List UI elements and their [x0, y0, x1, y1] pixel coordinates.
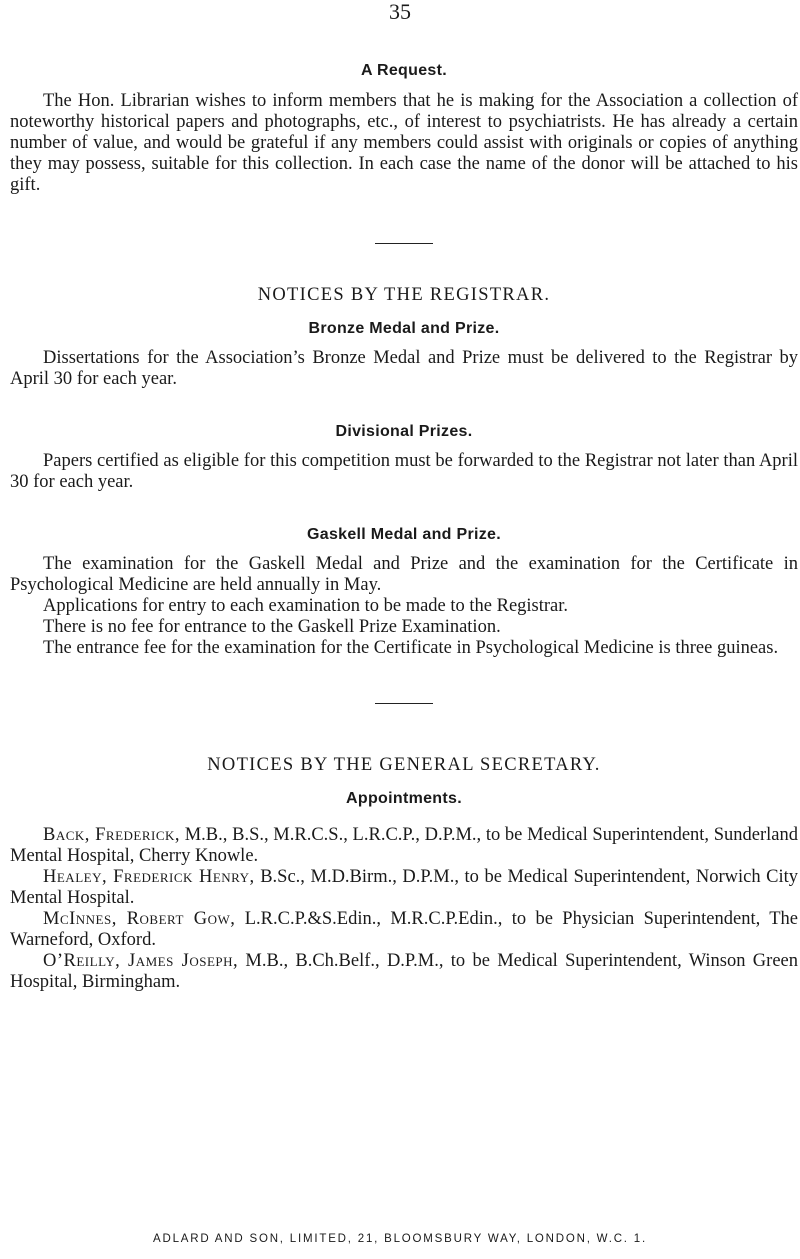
bronze-heading: Bronze Medal and Prize.	[308, 320, 500, 337]
appointment-details: B.Sc., M.D.Birm., D.P.M., to be Medical Superintendent, Norwich City Mental Hospital.	[10, 867, 799, 908]
bronze-paragraph: Dissertations for the Association’s Bronze Medal and Prize must be delivered to the Registrar by April 30 for each year.	[10, 348, 798, 389]
gaskell-paragraph: There is no fee for entrance to the Gaskell Prize Examination.	[43, 617, 501, 637]
request-heading: A Request.	[361, 62, 447, 79]
appointment-details: M.B., B.S., M.R.C.S., L.R.C.P., D.P.M., to be Medical Superintendent, Sunderland Mental Hospital, Cherry Knowle.	[10, 825, 799, 866]
appointee-name: O’Reilly, James Joseph,	[43, 951, 239, 971]
divider-rule	[10, 703, 798, 704]
registrar-heading: NOTICES BY THE REGISTRAR.	[257, 285, 551, 305]
appointment-details: M.B., B.Ch.Belf., D.P.M., to be Medical Superintendent, Winson Green Hospital, Birmingham.	[10, 951, 798, 992]
appointee-name: Back, Frederick,	[43, 825, 181, 845]
appointee-name: Healey, Frederick Henry,	[43, 867, 255, 887]
appointee-name: McInnes, Robert Gow,	[43, 909, 236, 929]
bronze-section	[10, 348, 798, 390]
appointments-list	[10, 825, 798, 993]
printer-imprint: ADLARD AND SON, LIMITED, 21, BLOOMSBURY WAY, LONDON, W.C. 1.	[153, 1233, 647, 1245]
gaskell-paragraph: The entrance fee for the examination for the Certificate in Psychological Medicine is three guineas.	[43, 638, 779, 658]
gaskell-section	[10, 554, 798, 659]
secretary-heading: NOTICES BY THE GENERAL SECRETARY.	[207, 755, 601, 775]
appointment-entry	[10, 867, 798, 909]
divisional-section	[10, 451, 798, 493]
divisional-paragraph: Papers certified as eligible for this competition must be forwarded to the Registrar not later than April 30 for each year.	[10, 451, 798, 492]
appointment-entry	[10, 909, 798, 951]
appointment-details: L.R.C.P.&S.Edin., M.R.C.P.Edin., to be Physician Superintendent, The Warneford, Oxford.	[10, 909, 799, 950]
request-section	[10, 91, 798, 196]
appointment-entry	[10, 951, 798, 993]
page-number: 35	[389, 0, 411, 24]
appointments-heading: Appointments.	[346, 790, 462, 807]
divisional-heading: Divisional Prizes.	[335, 423, 473, 440]
appointment-entry	[10, 825, 798, 867]
divider-rule	[10, 243, 798, 244]
gaskell-paragraph: The examination for the Gaskell Medal and Prize and the examination for the Certificate in Psychological Medicine are held annually in May.	[10, 554, 798, 595]
gaskell-paragraph: Applications for entry to each examination to be made to the Registrar.	[43, 596, 569, 616]
request-paragraph: The Hon. Librarian wishes to inform members that he is making for the Association a collection of noteworthy historical papers and photographs, etc., of interest to psychiatrists. He has already a certain number of value, and would be grateful if any members could assist with originals or copies of anything they may possess, suitable for this collection. In each case the name of the donor will be attached to his gift.	[10, 91, 798, 195]
gaskell-heading: Gaskell Medal and Prize.	[307, 526, 501, 543]
